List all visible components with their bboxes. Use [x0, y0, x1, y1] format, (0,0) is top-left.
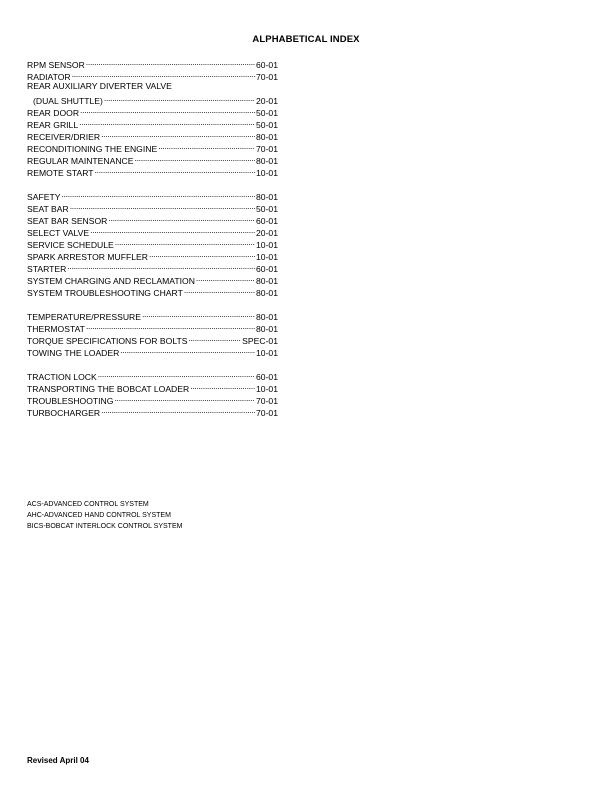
index-entry-label: SERVICE SCHEDULE — [27, 240, 114, 250]
dot-leader — [60, 188, 255, 200]
index-entry-page: 50-01 — [256, 120, 278, 130]
index-entry-page: 70-01 — [256, 408, 278, 418]
index-entry-label: TORQUE SPECIFICATIONS FOR BOLTS — [27, 336, 188, 346]
index-entry-label: RADIATOR — [27, 72, 71, 82]
index-entry-page: 80-01 — [256, 192, 278, 202]
dot-leader — [119, 344, 255, 356]
index-entry-label: SPARK ARRESTOR MUFFLER — [27, 252, 148, 262]
dot-leader — [85, 320, 255, 332]
dot-leader — [89, 224, 255, 236]
index-entry-page: 80-01 — [256, 312, 278, 322]
dot-leader — [157, 140, 255, 152]
index-entry — [27, 92, 278, 104]
index-entry-label: (DUAL SHUTTLE) — [33, 96, 103, 106]
index-entry-label: RECONDITIONING THE ENGINE — [27, 144, 158, 154]
dot-leader — [195, 272, 255, 284]
index-entry-label: REAR AUXILIARY DIVERTER VALVE — [27, 81, 172, 91]
dot-leader — [187, 332, 241, 344]
index-entry-label: TRACTION LOCK — [27, 372, 97, 382]
index-entry-page: 80-01 — [256, 288, 278, 298]
index-entry-label: TOWING THE LOADER — [27, 348, 120, 358]
index-entry-label: SAFETY — [27, 192, 61, 202]
dot-leader — [107, 212, 255, 224]
index-entry-page: 10-01 — [256, 168, 278, 178]
dot-leader — [114, 236, 255, 248]
dot-leader — [69, 200, 255, 212]
dot-leader — [100, 404, 255, 416]
index-entry-label: SEAT BAR — [27, 204, 69, 214]
dot-leader — [148, 248, 255, 260]
page-title: ALPHABETICAL INDEX — [252, 34, 360, 45]
index-entry-label: SELECT VALVE — [27, 228, 90, 238]
index-entry-page: 20-01 — [256, 228, 278, 238]
index-entry-label: THERMOSTAT — [27, 324, 85, 334]
dot-leader — [141, 308, 255, 320]
abbreviations-list — [27, 499, 182, 532]
index-entry-page: 10-01 — [256, 384, 278, 394]
dot-leader — [113, 392, 255, 404]
index-entry-label: TROUBLESHOOTING — [27, 396, 114, 406]
index-entry-page: 70-01 — [256, 72, 278, 82]
abbreviation-line: ACS-ADVANCED CONTROL SYSTEM — [27, 501, 149, 508]
index-entry — [27, 80, 278, 92]
dot-leader — [100, 128, 255, 140]
index-entry-page: 50-01 — [256, 108, 278, 118]
abbreviation-line: AHC-ADVANCED HAND CONTROL SYSTEM — [27, 512, 171, 519]
index-entry-page: 10-01 — [256, 348, 278, 358]
index-entry-page: 80-01 — [256, 324, 278, 334]
index-entry-label: TURBOCHARGER — [27, 408, 101, 418]
dot-leader — [183, 284, 255, 296]
index-entry-label: TRANSPORTING THE BOBCAT LOADER — [27, 384, 190, 394]
index-entry-page: 50-01 — [256, 204, 278, 214]
index-entry-page: 80-01 — [256, 276, 278, 286]
dot-leader — [189, 380, 255, 392]
dot-leader — [133, 152, 255, 164]
dot-leader — [94, 164, 255, 176]
index-entry-label: REGULAR MAINTENANCE — [27, 156, 134, 166]
index-entry-page: 70-01 — [256, 144, 278, 154]
index-entry — [27, 368, 278, 380]
index-entry-page: 70-01 — [256, 396, 278, 406]
dot-leader — [79, 104, 255, 116]
index-entry-label: STARTER — [27, 264, 67, 274]
index-entry — [27, 200, 278, 212]
index-entry-label: RPM SENSOR — [27, 60, 85, 70]
dot-leader — [85, 56, 255, 68]
index-entry-label: REAR GRILL — [27, 120, 79, 130]
index-entry-page: 20-01 — [256, 96, 278, 106]
index-entry-page: 10-01 — [256, 240, 278, 250]
index-entry-page: 80-01 — [256, 156, 278, 166]
dot-leader — [71, 68, 255, 80]
index-entry-page: 10-01 — [256, 252, 278, 262]
index-entry-label: RECEIVER/DRIER — [27, 132, 101, 142]
dot-leader — [66, 260, 255, 272]
index-entry-label: REMOTE START — [27, 168, 94, 178]
dot-leader — [103, 92, 255, 104]
dot-leader — [97, 368, 255, 380]
index-entry-label: SYSTEM TROUBLESHOOTING CHART — [27, 288, 183, 298]
index-entry-page: SPEC-01 — [242, 336, 278, 346]
index-entry — [27, 188, 278, 200]
index-entry-label: TEMPERATURE/PRESSURE — [27, 312, 141, 322]
index-entry-page: 60-01 — [256, 60, 278, 70]
dot-leader — [78, 116, 255, 128]
index-entry-page: 60-01 — [256, 216, 278, 226]
index-entry-label: SEAT BAR SENSOR — [27, 216, 108, 226]
index-entry-label: REAR DOOR — [27, 108, 80, 118]
revision-footer: Revised April 04 — [27, 756, 89, 765]
index-entry-page: 60-01 — [256, 372, 278, 382]
index-entry-page: 60-01 — [256, 264, 278, 274]
index-entry — [27, 56, 278, 68]
index-entry — [27, 308, 278, 320]
abbreviation-line: BICS-BOBCAT INTERLOCK CONTROL SYSTEM — [27, 523, 183, 530]
index-entry-label: SYSTEM CHARGING AND RECLAMATION — [27, 276, 195, 286]
index-entry-page: 80-01 — [256, 132, 278, 142]
alphabetical-index-list — [27, 56, 278, 416]
